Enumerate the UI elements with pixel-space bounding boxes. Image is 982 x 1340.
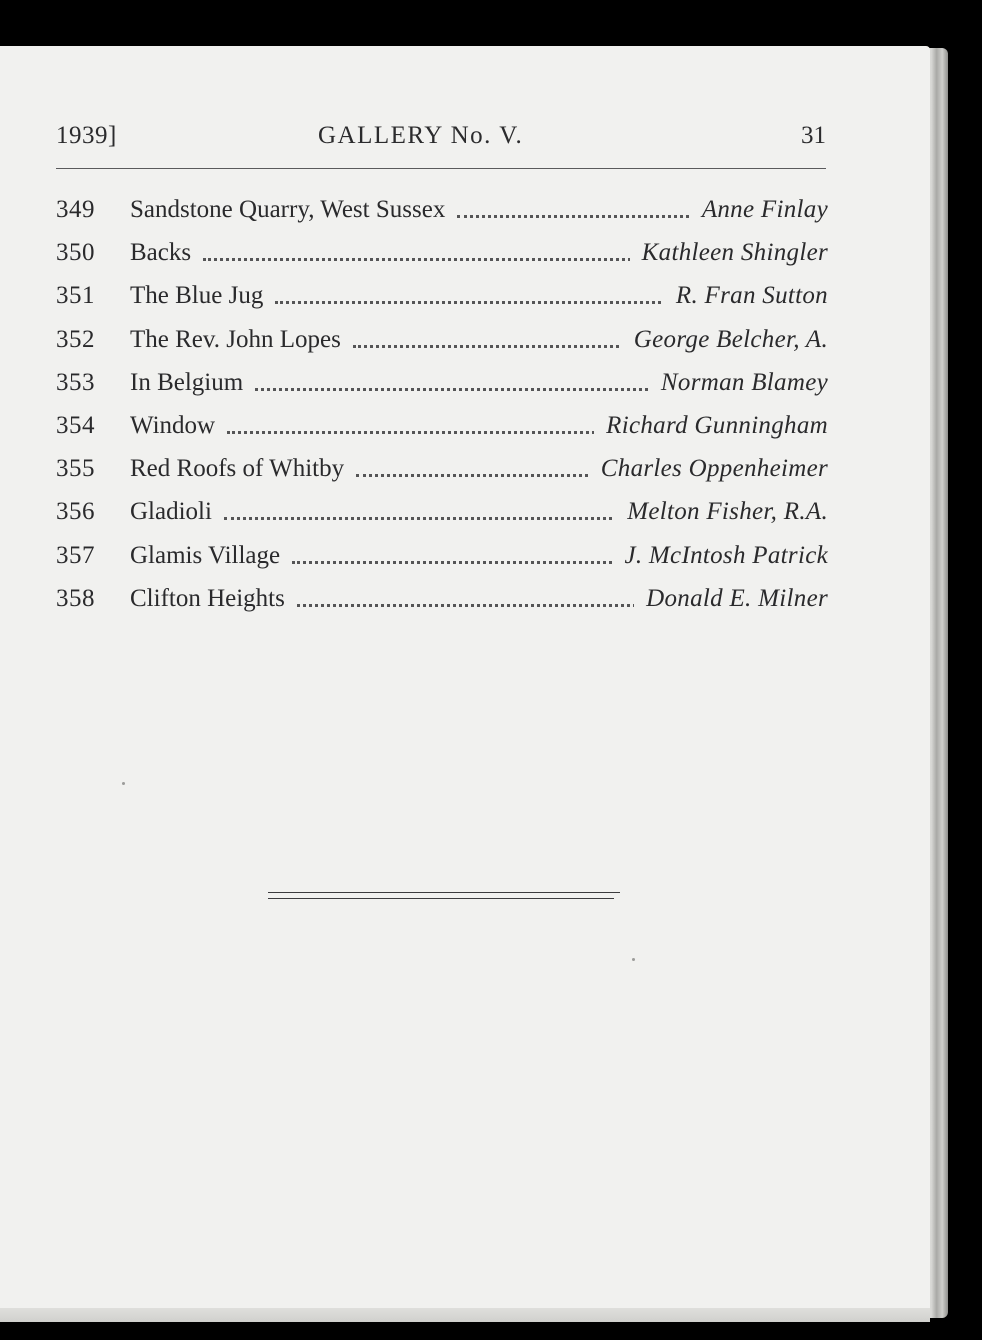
catalogue-entry xyxy=(56,188,828,231)
running-head-year: 1939] xyxy=(56,122,117,149)
catalogue-entry xyxy=(56,577,828,620)
running-head-title: GALLERY No. V. xyxy=(318,122,524,149)
entry-artist: Anne Finlay xyxy=(690,188,828,231)
entry-artist: Kathleen Shingler xyxy=(630,231,828,274)
entry-title: The Rev. John Lopes xyxy=(130,318,353,361)
header-rule xyxy=(56,168,826,169)
entry-title: Window xyxy=(130,404,227,447)
entry-number: 358 xyxy=(56,584,95,612)
entry-artist: Norman Blamey xyxy=(649,361,828,404)
entry-artist: George Belcher, A. xyxy=(622,318,828,361)
catalogue-entry xyxy=(56,447,828,490)
entry-number: 353 xyxy=(56,368,95,396)
entry-number: 349 xyxy=(56,196,95,223)
entry-number: 351 xyxy=(56,282,95,310)
paper-speck xyxy=(122,782,125,785)
entry-artist: J. McIntosh Patrick xyxy=(612,534,828,577)
paper-speck xyxy=(632,958,635,961)
entry-artist: Richard Gunningham xyxy=(594,404,828,447)
entry-title: Red Roofs of Whitby xyxy=(130,447,356,490)
entry-title: In Belgium xyxy=(130,361,255,404)
catalogue-entry xyxy=(56,534,828,577)
entry-artist: Donald E. Milner xyxy=(634,577,828,620)
end-rule xyxy=(268,892,620,893)
entry-number: 357 xyxy=(56,541,95,569)
entry-number: 352 xyxy=(56,325,95,353)
running-head xyxy=(56,118,826,158)
catalogue-entry xyxy=(56,274,828,317)
page-number: 31 xyxy=(801,122,826,149)
entry-number: 356 xyxy=(56,498,95,526)
catalogue-entry xyxy=(56,231,828,274)
entry-number: 354 xyxy=(56,411,95,439)
entry-artist: Melton Fisher, R.A. xyxy=(615,490,828,533)
entry-title: Clifton Heights xyxy=(130,577,297,620)
entry-title: Gladioli xyxy=(130,490,224,533)
entry-artist: Charles Oppenheimer xyxy=(589,447,828,490)
entry-title: Glamis Village xyxy=(130,534,292,577)
catalogue-entry xyxy=(56,404,828,447)
entry-title: Sandstone Quarry, West Sussex xyxy=(130,188,457,231)
entry-title: Backs xyxy=(130,231,203,274)
end-rule-lower xyxy=(268,898,614,899)
catalogue-entry xyxy=(56,318,828,361)
catalogue-entry xyxy=(56,490,828,533)
entry-title: The Blue Jug xyxy=(130,274,275,317)
catalogue-entry xyxy=(56,361,828,404)
entry-artist: R. Fran Sutton xyxy=(664,274,828,317)
catalogue-list xyxy=(56,188,828,620)
entry-number: 350 xyxy=(56,239,95,267)
entry-number: 355 xyxy=(56,455,95,483)
